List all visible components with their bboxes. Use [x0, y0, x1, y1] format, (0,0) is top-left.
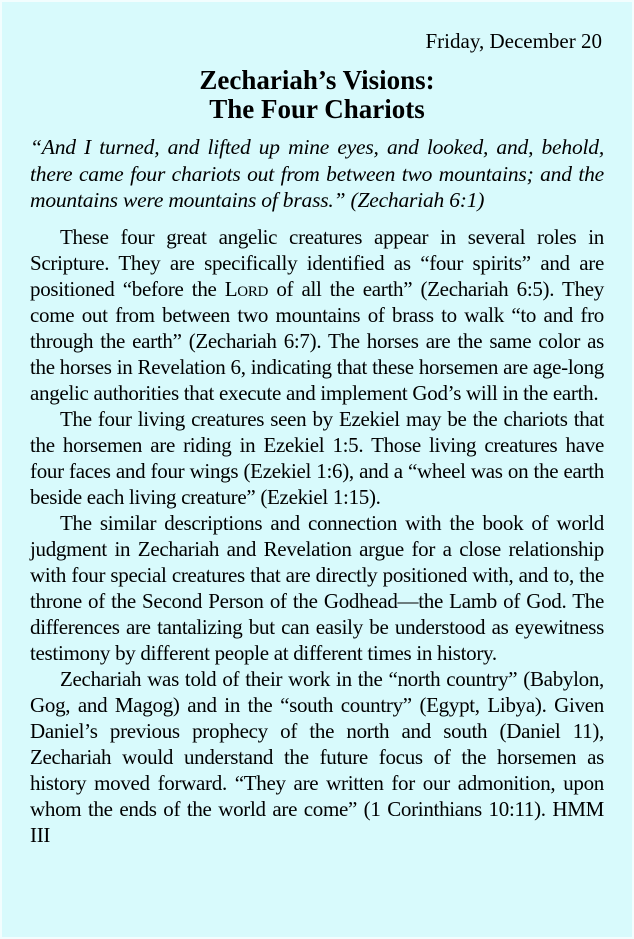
paragraph-3: The similar descriptions and connection with the book of world judgment in Zechariah and Revelation argue for a close relationship with four special creatures that are directly positioned with, and to, the throne of the Second Person of the Godhead—the Lamb of God. The differences are tantalizing but can easily be understood as eyewitness testimony by different people at different times in history. [30, 510, 604, 665]
paragraph-1-after-lord: of all the earth” (Zechariah 6:5). They come out from between two mountains of brass to walk “to and fro through the earth” (Zechariah 6:7). The horses are the same color as the horses in Revelation 6, indicating that these horsemen are age-long angelic authorities that execute and implement God’s will in the earth. [30, 276, 604, 405]
page-title [30, 66, 604, 124]
scripture-quote: “And I turned, and lifted up mine eyes, and looked, and, behold, there came four chariots out from between two mountains; and the mountains were mountains of brass.” (Zechariah 6:1) [30, 135, 604, 212]
paragraph-1 [30, 224, 604, 406]
article-body [30, 224, 604, 848]
date-heading: Friday, December 20 [425, 29, 602, 53]
title-line-1: Zechariah’s Visions: [199, 65, 435, 95]
title-line-2: The Four Chariots [209, 94, 425, 124]
paragraph-4: Zechariah was told of their work in the “north country” (Babylon, Gog, and Magog) and in the “south country” (Egypt, Libya). Given Daniel’s previous prophecy of the north and south (Daniel 11), Zechariah would understand the future focus of the horsemen as history moved forward. “They are written for our admonition, upon whom the ends of the world are come” (1 Corinthians 10:11). HMM III [30, 666, 604, 847]
paragraph-1-before-lord: These four great angelic creatures appear in several roles in Scripture. They are specifically identified as “four spirits” and are positioned “before the [30, 224, 604, 301]
paragraph-2: The four living creatures seen by Ezekiel may be the chariots that the horsemen are riding in Ezekiel 1:5. Those living creatures have four faces and four wings (Ezekiel 1:6), and a “wheel was on the earth beside each living creature” (Ezekiel 1:15). [30, 406, 604, 509]
lord-smallcaps: Lord [224, 276, 269, 301]
